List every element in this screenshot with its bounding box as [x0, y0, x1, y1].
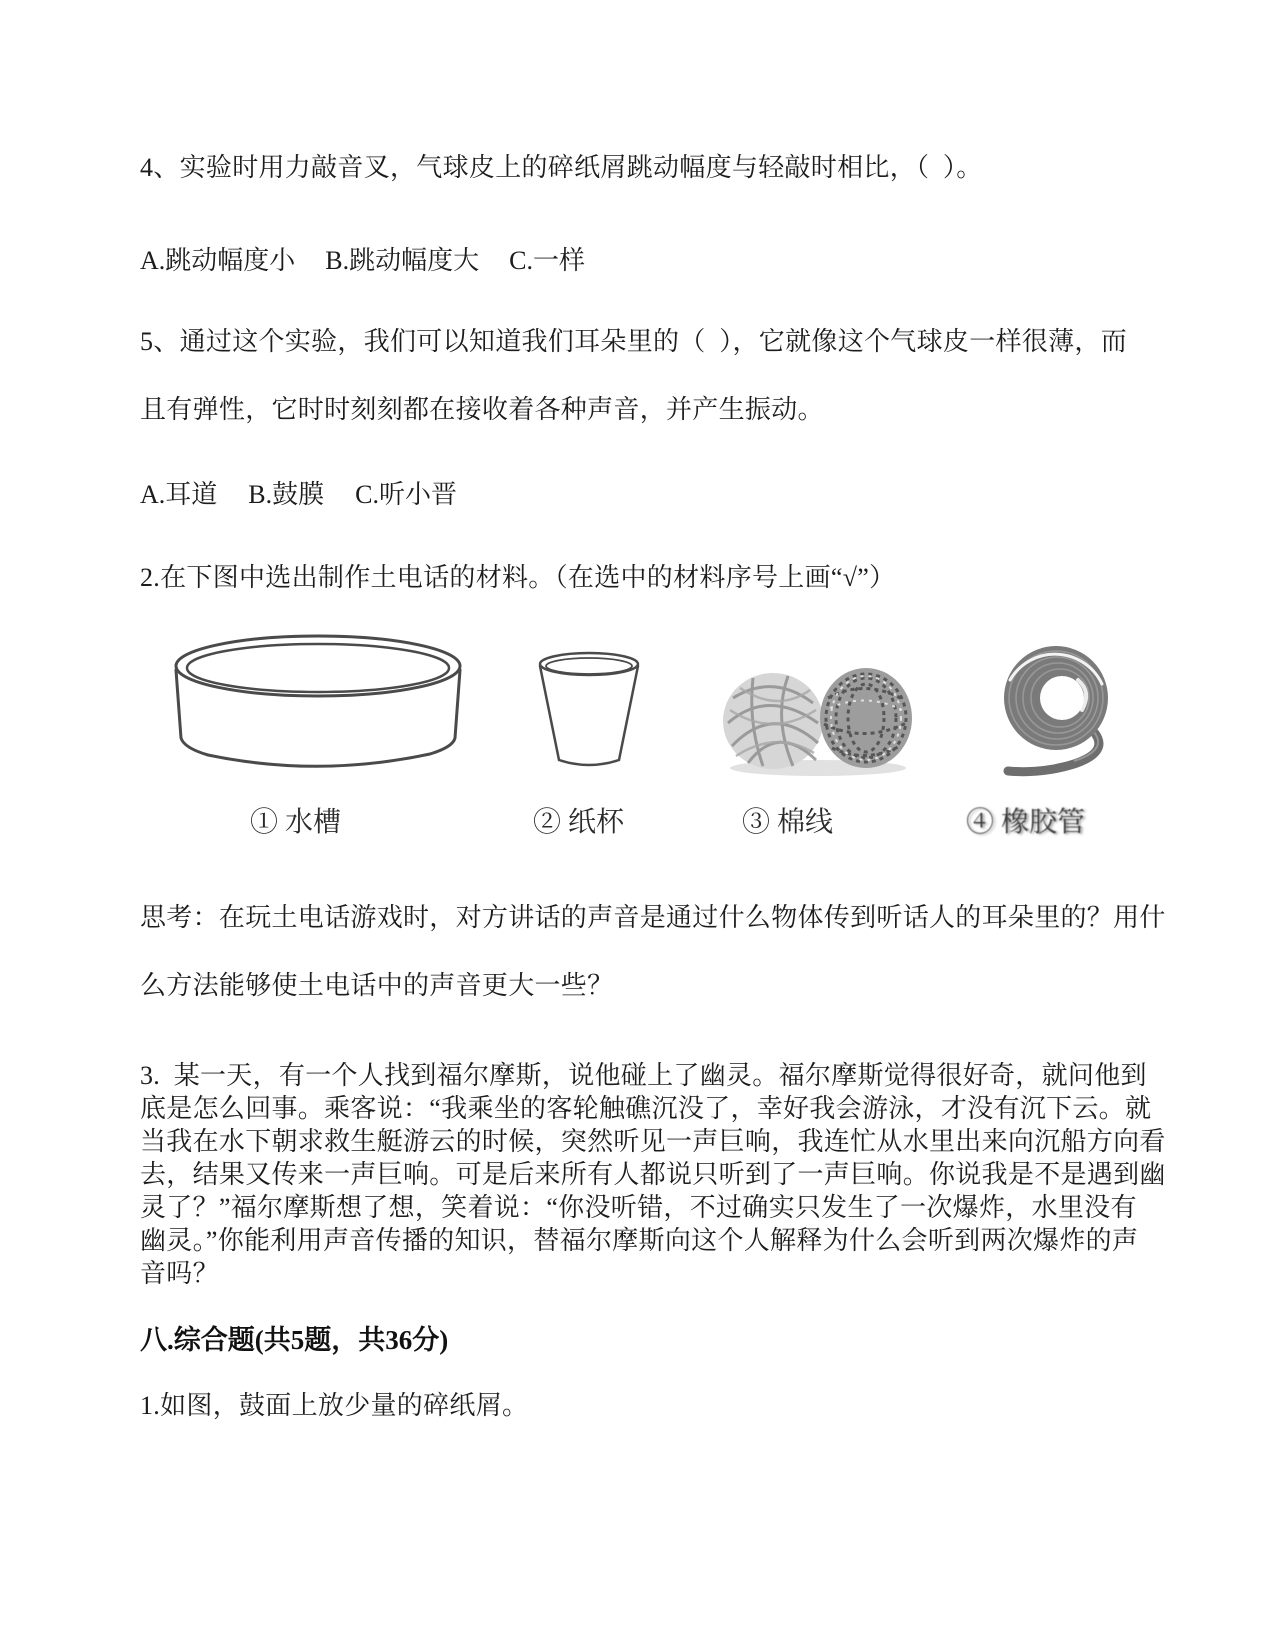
water-tank-image: [168, 628, 468, 780]
think-prompt-line1: 思考：在玩土电话游戏时，对方讲话的声音是通过什么物体传到听话人的耳朵里的？用什: [140, 903, 1166, 932]
material-label-paper-cup: ② 纸杯: [533, 807, 625, 838]
question-5-options: [140, 474, 457, 511]
material-figure-cotton-thread: [718, 668, 918, 778]
q4-option-a: A.跳动幅度小: [140, 246, 296, 275]
q4-option-b: B.跳动幅度大: [325, 246, 480, 275]
material-figure-water-tank: [168, 628, 468, 780]
question-4-text: 4、实验时用力敲音叉，气球皮上的碎纸屑跳动幅度与轻敲时相比，（ ）。: [140, 153, 983, 182]
question-3-line7: 音吗？: [140, 1259, 219, 1288]
section-8-heading: 八.综合题(共5题，共36分): [140, 1325, 449, 1355]
material-label-cotton-thread: ③ 棉线: [742, 807, 834, 838]
material-label-rubber-tube: ④ 橡胶管: [966, 807, 1086, 838]
material-label-water-tank: ① 水槽: [250, 807, 342, 838]
rubber-tube-image: [982, 640, 1132, 780]
q5-option-b: B.鼓膜: [248, 480, 325, 509]
question-3-line3: 当我在水下朝求救生艇游云的时候，突然听见一声巨响，我连忙从水里出来向沉船方向看: [140, 1127, 1166, 1156]
question-5-text-line2: 且有弹性，它时时刻刻都在接收着各种声音，并产生振动。: [140, 395, 824, 424]
cotton-thread-image: [718, 668, 918, 778]
question-3-line6: 幽灵。”你能利用声音传播的知识，替福尔摩斯向这个人解释为什么会听到两次爆炸的声: [140, 1226, 1139, 1255]
material-figure-rubber-tube: [982, 640, 1132, 780]
question-4-options: [140, 240, 585, 277]
q4-option-c: C.一样: [509, 246, 585, 275]
q5-option-a: A.耳道: [140, 480, 218, 509]
question-5-text-line1: 5、通过这个实验，我们可以知道我们耳朵里的（ ），它就像这个气球皮一样很薄，而: [140, 327, 1128, 356]
question-3-line1: 3. 某一天，有一个人找到福尔摩斯，说他碰上了幽灵。福尔摩斯觉得很好奇，就问他到: [140, 1061, 1147, 1090]
q5-option-c: C.听小晋: [355, 480, 457, 509]
question-3-line5: 灵了？”福尔摩斯想了想，笑着说：“你没听错，不过确实只发生了一次爆炸，水里没有: [140, 1193, 1137, 1222]
question-3-line4: 去，结果又传来一声巨响。可是后来所有人都说只听到了一声巨响。你说我是不是遇到幽: [140, 1160, 1166, 1189]
paper-cup-image: [536, 650, 642, 772]
comprehensive-q1-text: 1.如图，鼓面上放少量的碎纸屑。: [140, 1391, 529, 1420]
question-2-text: 2.在下图中选出制作土电话的材料。（在选中的材料序号上画“√”）: [140, 563, 896, 592]
think-prompt-line2: 么方法能够使土电话中的声音更大一些？: [140, 971, 614, 1000]
material-figure-paper-cup: [536, 650, 642, 772]
question-3-line2: 底是怎么回事。乘客说：“我乘坐的客轮触礁沉没了，幸好我会游泳，才没有沉下云。就: [140, 1094, 1152, 1123]
